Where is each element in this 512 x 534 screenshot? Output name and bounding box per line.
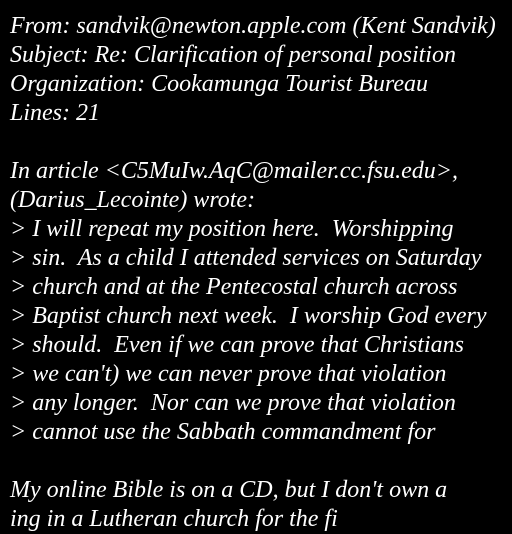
header-lines: Lines: 21 [10,100,100,126]
quoted-line: > I will repeat my position here. Worshipping [10,216,454,242]
quoted-line: > church and at the Pentecostal church across [10,274,458,300]
quoted-line: > cannot use the Sabbath commandment for [10,419,436,445]
body-line: ing in a Lutheran church for the fi [10,506,338,532]
header-subject: Subject: Re: Clarification of personal position [10,42,456,68]
quoted-line: > should. Even if we can prove that Christians [10,332,464,358]
quoted-line: > we can't) we can never prove that violation [10,361,447,387]
attribution-line: (Darius_Lecointe) wrote: [10,187,256,213]
body-line: My online Bible is on a CD, but I don't own a [10,477,448,503]
blank-line [10,128,512,157]
attribution-line: In article <C5MuIw.AqC@mailer.cc.fsu.edu>, [10,158,458,184]
message-text [10,12,512,534]
blank-line [10,447,512,476]
quoted-line: > sin. As a child I attended services on Saturday [10,245,482,271]
quoted-line: > Baptist church next week. I worship God every [10,303,487,329]
quoted-line: > any longer. Nor can we prove that violation [10,390,456,416]
header-organization: Organization: Cookamunga Tourist Bureau [10,71,429,97]
header-from: From: sandvik@newton.apple.com (Kent Sandvik) [10,13,496,39]
